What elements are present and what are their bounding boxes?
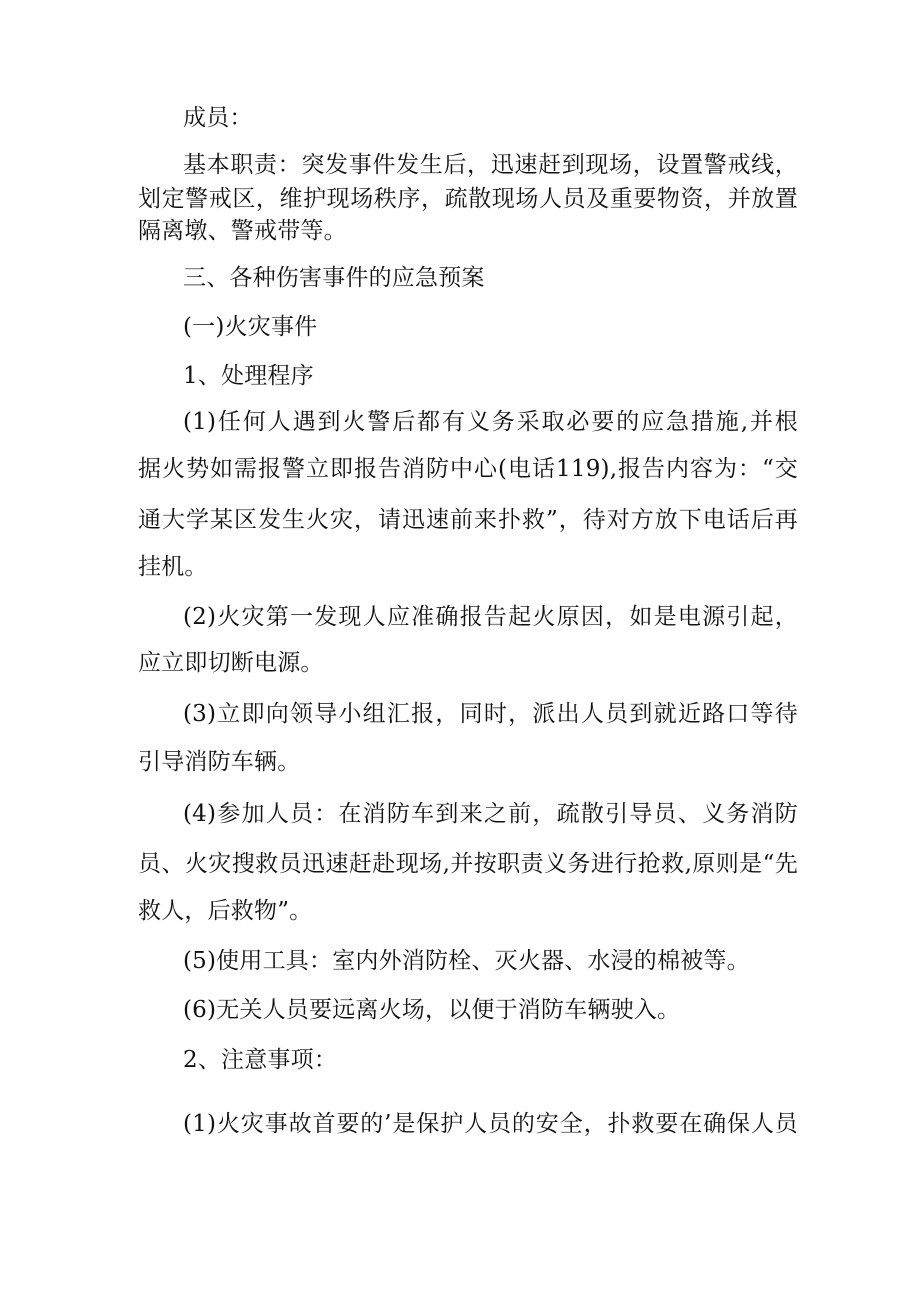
members-line: 成员：: [183, 105, 253, 131]
procedure-heading: 1、处理程序: [183, 363, 314, 389]
procedure-1-line-3: 通大学某区发生火灾，请迅速前来扑救”，待对方放下电话后再: [138, 507, 798, 533]
procedure-1-line-4: 挂机。: [138, 554, 208, 580]
subsection-heading: (一)火灾事件: [183, 314, 318, 340]
duties-line-2: 划定警戒区，维护现场秩序，疏散现场人员及重要物资，并放置: [138, 186, 798, 212]
procedure-1-line-1: (1)任何人遇到火警后都有义务采取必要的应急措施,并根: [183, 409, 798, 435]
procedure-5-line: (5)使用工具：室内外消防栓、灭火器、水浸的棉被等。: [183, 948, 750, 974]
procedure-2-line-1: (2)火灾第一发现人应准确报告起火原因，如是电源引起，: [183, 604, 798, 630]
section-heading: 三、各种伤害事件的应急预案: [183, 265, 485, 291]
procedure-3-line-2: 引导消防车辆。: [138, 749, 301, 775]
procedure-6-line: (6)无关人员要远离火场，以便于消防车辆驶入。: [183, 997, 681, 1023]
procedure-4-line-2: 员、火灾搜救员迅速赶赴现场,并按职责义务进行抢救,原则是“先: [138, 851, 798, 877]
duties-line-3: 隔离墩、警戒带等。: [138, 218, 347, 244]
duties-line-1: 基本职责：突发事件发生后，迅速赶到现场，设置警戒线，: [183, 152, 798, 178]
procedure-4-line-3: 救人，后救物”。: [138, 898, 313, 924]
procedure-1-line-2: 据火势如需报警立即报告消防中心(电话119),报告内容为：“交: [138, 456, 798, 482]
procedure-2-line-2: 应立即切断电源。: [138, 650, 324, 676]
notes-heading: 2、注意事项：: [183, 1047, 338, 1073]
procedure-4-line-1: (4)参加人员：在消防车到来之前，疏散引导员、义务消防: [183, 801, 798, 827]
notes-1-line-1: (1)火灾事故首要的’是保护人员的安全，扑救要在确保人员: [183, 1111, 798, 1137]
procedure-3-line-1: (3)立即向领导小组汇报，同时，派出人员到就近路口等待: [183, 701, 798, 727]
